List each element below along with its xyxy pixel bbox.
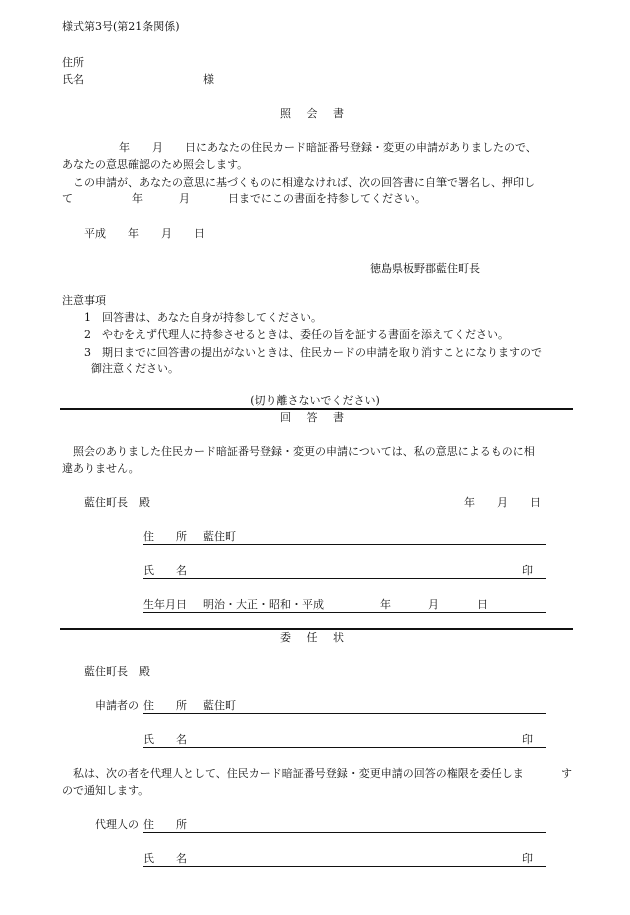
delegation-agent-address-label: 住 所: [143, 818, 187, 831]
reply-address-value: 藍住町: [203, 530, 236, 543]
reply-name-field[interactable]: [143, 578, 546, 579]
delegation-name-field[interactable]: [143, 747, 546, 748]
reply-dob-field[interactable]: [143, 612, 546, 613]
delegation-agent-seal: 印: [522, 852, 533, 865]
reply-dob-day: 日: [477, 598, 488, 611]
recipient-address-label: 住所: [62, 56, 84, 69]
reply-para-line2: 違ありません。: [62, 462, 140, 475]
delegation-agent-prefix: 代理人の: [95, 818, 139, 831]
reply-title: 回 答 書: [280, 411, 350, 424]
reply-date: 年 月 日: [464, 496, 541, 509]
delegation-address-value: 藍住町: [203, 699, 236, 712]
inquiry-title: 照 会 書: [280, 107, 350, 120]
cut-line: [60, 408, 573, 410]
inquiry-para1-line1: 年 月 日にあなたの住民カード暗証番号登録・変更の申請がありましたので、: [119, 141, 537, 154]
reply-address-label: 住 所: [143, 530, 187, 543]
inquiry-issuer: 徳島県板野郡藍住町長: [370, 262, 480, 275]
delegation-para-line1-end: す: [561, 767, 572, 780]
inquiry-para2-line2-c: 月: [179, 192, 190, 205]
recipient-honorific: 様: [203, 73, 214, 86]
inquiry-para2-line2-b: 年: [132, 192, 143, 205]
cut-notice: (切り離さないでください): [250, 394, 380, 407]
recipient-name-label: 氏名: [62, 73, 84, 86]
delegation-agent-address-field[interactable]: [143, 832, 546, 833]
notes-item-3-cont: 御注意ください。: [91, 362, 179, 375]
reply-dob-eras: 明治・大正・昭和・平成: [203, 598, 324, 611]
inquiry-date-line: 平成 年 月 日: [84, 227, 205, 240]
reply-dob-year: 年: [380, 598, 391, 611]
notes-item-1: 1 回答書は、あなた自身が持参してください。: [84, 311, 322, 324]
reply-addressee: 藍住町長 殿: [84, 496, 150, 509]
reply-address-field[interactable]: [143, 544, 546, 545]
delegation-addressee: 藍住町長 殿: [84, 665, 150, 678]
reply-name-label: 氏 名: [143, 564, 187, 577]
inquiry-para2-line2-d: 日までにこの書面を持参してください。: [228, 192, 426, 205]
delegation-title: 委 任 状: [280, 631, 350, 644]
reply-dob-month: 月: [428, 598, 439, 611]
delegation-address-label: 住 所: [143, 699, 187, 712]
notes-item-3: 3 期日までに回答書の提出がないときは、住民カードの申請を取り消すことになりますので: [84, 346, 542, 359]
delegation-applicant-prefix: 申請者の: [95, 699, 139, 712]
notes-item-2: 2 やむをえず代理人に持参させるときは、委任の旨を証する書面を添えてください。: [84, 328, 509, 341]
delegation-address-field[interactable]: [143, 713, 546, 714]
delegation-para-line1: 私は、次の者を代理人として、住民カード暗証番号登録・変更申請の回答の権限を委任しま: [73, 767, 524, 780]
notes-heading: 注意事項: [62, 294, 106, 307]
form-id: 様式第3号(第21条関係): [62, 20, 180, 33]
delegation-agent-name-field[interactable]: [143, 866, 546, 867]
section-divider: [60, 628, 573, 630]
reply-seal: 印: [522, 564, 533, 577]
inquiry-para2-line1: この申請が、あなたの意思に基づくものに相違なければ、次の回答書に自筆で署名し、押印し: [73, 176, 535, 189]
reply-para-line1: 照会のありました住民カード暗証番号登録・変更の申請については、私の意思によるものに相: [73, 445, 535, 458]
reply-dob-label: 生年月日: [143, 598, 187, 611]
delegation-para-line2: ので通知します。: [62, 784, 150, 797]
delegation-agent-name-label: 氏 名: [143, 852, 187, 865]
inquiry-para2-line2-a: て: [62, 192, 73, 205]
delegation-name-label: 氏 名: [143, 733, 187, 746]
delegation-seal: 印: [522, 733, 533, 746]
inquiry-para1-line2: あなたの意思確認のため照会します。: [62, 158, 249, 171]
